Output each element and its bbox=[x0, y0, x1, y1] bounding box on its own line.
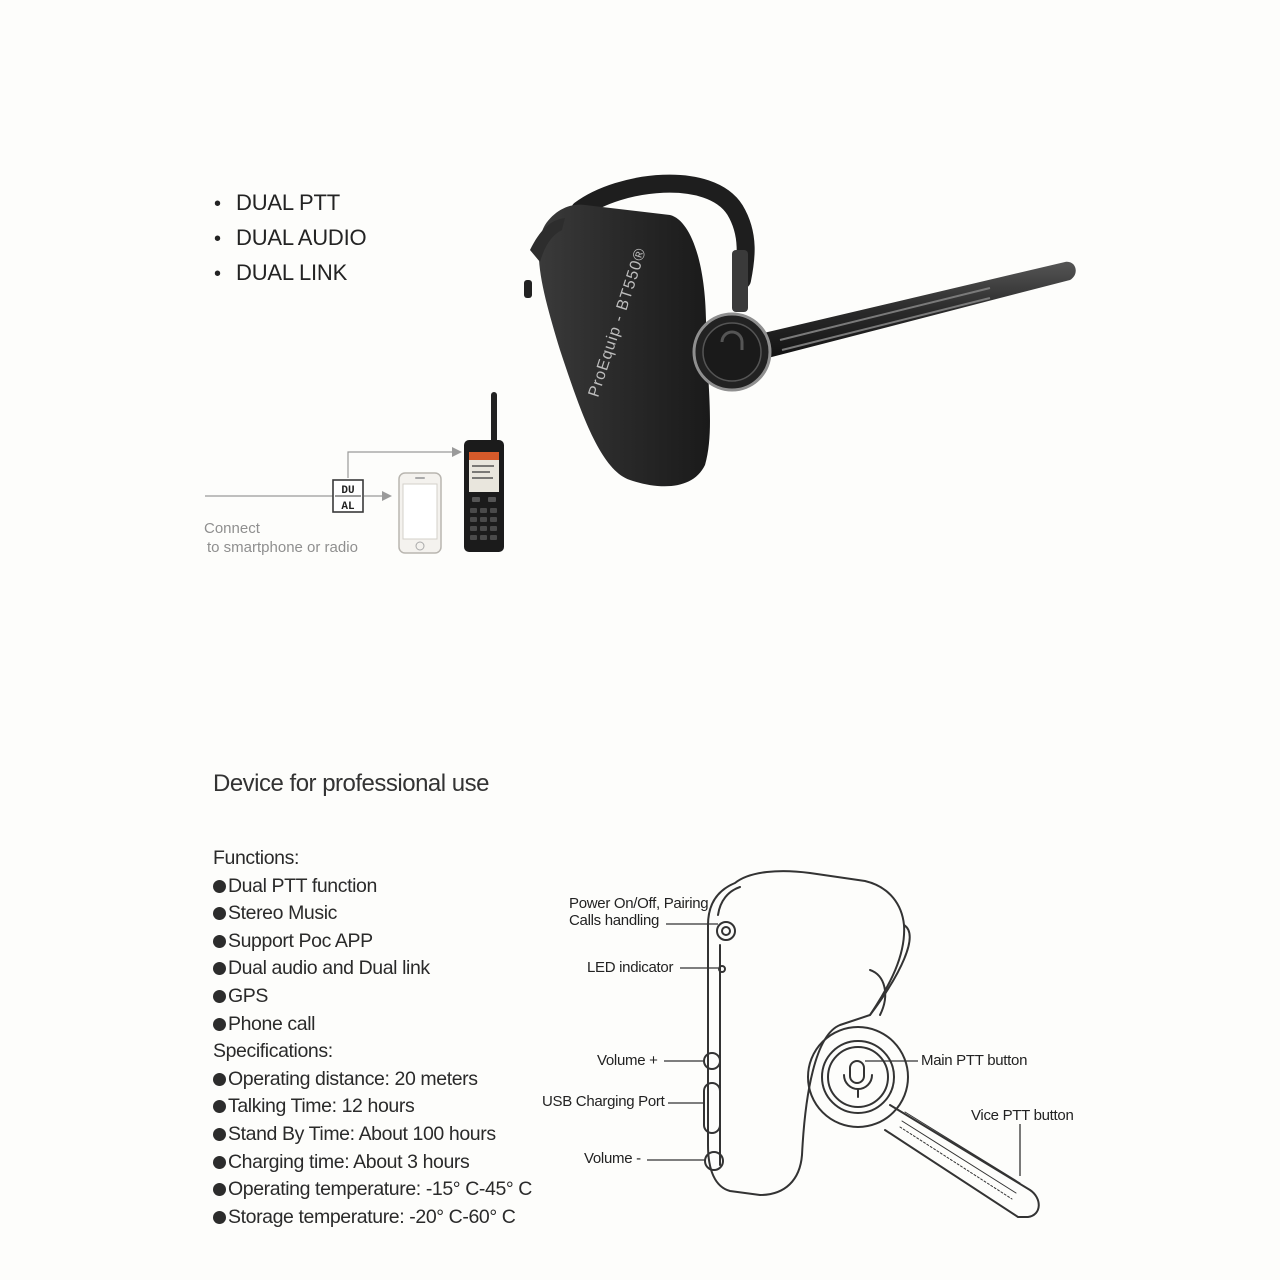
dual-badge-top: DU bbox=[341, 485, 355, 497]
connect-caption: Connect to smartphone or radio bbox=[204, 520, 358, 556]
bullet-icon bbox=[213, 1018, 226, 1031]
label-volume-up: Volume + bbox=[597, 1052, 658, 1069]
bullet-icon bbox=[213, 907, 226, 920]
label-led: LED indicator bbox=[587, 959, 674, 976]
list-item: Dual audio and Dual link bbox=[213, 955, 532, 983]
bullet-icon bbox=[213, 962, 226, 975]
bullet-icon bbox=[213, 935, 226, 948]
headset-photo bbox=[510, 170, 1080, 500]
bullet-icon bbox=[213, 1183, 226, 1196]
list-item: Support Poc APP bbox=[213, 928, 532, 956]
bullet-icon bbox=[213, 1128, 226, 1141]
specifications-title: Specifications: bbox=[213, 1040, 333, 1063]
feature-item: • DUAL PTT bbox=[214, 190, 340, 215]
list-item: Storage temperature: -20° C-60° C bbox=[213, 1204, 532, 1232]
list-item: Phone call bbox=[213, 1011, 532, 1039]
list-item: Operating temperature: -15° C-45° C bbox=[213, 1176, 532, 1204]
label-volume-down: Volume - bbox=[584, 1150, 641, 1167]
bullet-icon bbox=[213, 880, 226, 893]
label-power: Power On/Off, Pairing Calls handling bbox=[569, 895, 709, 929]
list-item: Talking Time: 12 hours bbox=[213, 1093, 532, 1121]
list-item: Stereo Music bbox=[213, 900, 532, 928]
radio-image bbox=[460, 390, 508, 554]
page-heading: Device for professional use bbox=[213, 770, 489, 797]
bullet-icon bbox=[213, 990, 226, 1003]
label-main-ptt: Main PTT button bbox=[921, 1052, 1028, 1069]
dual-badge-bottom: AL bbox=[341, 501, 355, 513]
feature-list bbox=[214, 186, 366, 291]
list-item: Stand By Time: About 100 hours bbox=[213, 1121, 532, 1149]
bullet-icon bbox=[213, 1156, 226, 1169]
headset-brand-label: ProEquip - BT550® bbox=[585, 245, 651, 400]
list-item: Operating distance: 20 meters bbox=[213, 1066, 532, 1094]
bullet-icon bbox=[213, 1073, 226, 1086]
label-vice-ptt: Vice PTT button bbox=[971, 1107, 1074, 1124]
list-item: Charging time: About 3 hours bbox=[213, 1149, 532, 1177]
functions-title: Functions: bbox=[213, 847, 299, 869]
feature-item: • DUAL AUDIO bbox=[214, 225, 367, 250]
specs-block bbox=[213, 845, 532, 1231]
bullet-icon bbox=[213, 1211, 226, 1224]
label-usb: USB Charging Port bbox=[542, 1093, 665, 1110]
smartphone-image bbox=[398, 472, 442, 554]
bullet-icon bbox=[213, 1100, 226, 1113]
feature-item: • DUAL LINK bbox=[214, 260, 348, 285]
list-item: Dual PTT function bbox=[213, 873, 532, 901]
list-item: GPS bbox=[213, 983, 532, 1011]
leader-lines bbox=[600, 900, 1040, 1180]
